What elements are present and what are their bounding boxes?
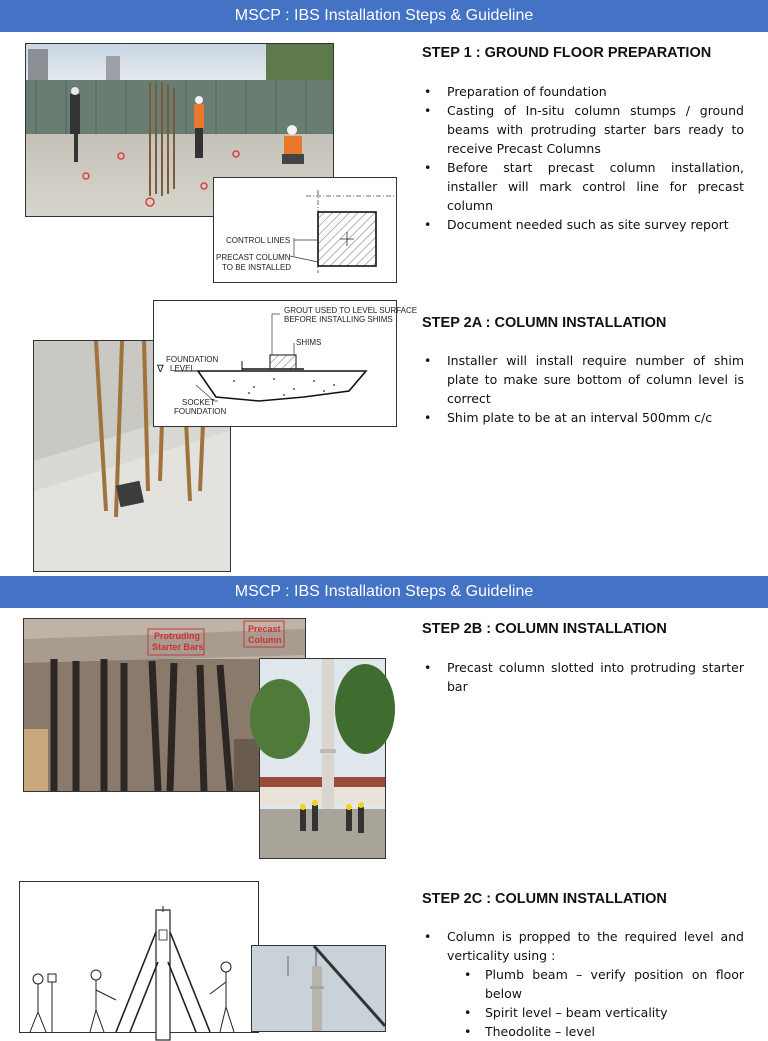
diagram-label-grout-2: BEFORE INSTALLING SHIMS [284,315,393,324]
list-item: • Preparation of foundation [422,82,744,101]
diagram-label-socket-foundation: FOUNDATION [174,407,227,416]
step-2a-bullets [422,351,744,427]
list-item: • Installer will install require number of shim plate to make sure bottom of column level is correct [422,351,744,408]
photo-label-precast: Precast [248,624,281,634]
list-item: • Document needed such as site survey report [422,215,744,234]
list-item: • Precast column slotted into protruding starter bar [422,658,744,696]
step-2b-bullets [422,658,744,696]
sub-list-item: • Spirit level – beam verticality [447,1003,744,1022]
step-2c-title: STEP 2C : COLUMN INSTALLATION [422,891,667,907]
slide-header: MSCP : IBS Installation Steps & Guideline [0,0,768,32]
photo-label-column: Column [248,635,282,645]
diagram-label-level: LEVEL [170,364,195,373]
diagram-label-precast-column: PRECAST COLUMN [216,253,291,262]
slide-header: MSCP : IBS Installation Steps & Guideline [0,576,768,608]
column-propping-photo [251,945,386,1032]
level-marker-icon: ∇ [157,364,164,375]
sub-list-item: • Theodolite – level [447,1022,744,1041]
diagram-label-control-lines: CONTROL LINES [226,236,291,245]
diagram-label-foundation: FOUNDATION [166,355,219,364]
list-item-text: Column is propped to the required level and verticality using : [447,929,744,963]
diagram-label-socket: SOCKET [182,398,215,407]
step-2c-sub-bullets [447,965,744,1041]
step-2b-title: STEP 2B : COLUMN INSTALLATION [422,621,667,637]
control-line-diagram [213,177,397,283]
step-2c-bullets [422,927,744,1041]
diagram-label-grout-1: GROUT USED TO LEVEL SURFACE [284,306,418,315]
list-item: • Shim plate to be at an interval 500mm c/c [422,408,744,427]
list-item [422,927,744,1041]
step-1-bullets [422,82,744,234]
photo-label-starter-bars: Starter Bars [152,642,204,652]
sub-list-item: • Plumb beam – verify position on floor below [447,965,744,1003]
diagram-label-shims: SHIMS [296,338,322,347]
step-1-title: STEP 1 : GROUND FLOOR PREPARATION [422,45,712,61]
slide-2 [0,576,768,1039]
column-propping-sketch [19,881,259,1033]
diagram-label-to-be-installed: TO BE INSTALLED [222,263,292,272]
photo-label-protruding: Protruding [154,631,200,641]
socket-foundation-diagram [153,300,418,427]
step-2a-title: STEP 2A : COLUMN INSTALLATION [422,315,667,331]
column-lifting-photo [259,658,386,859]
list-item: • Before start precast column installation, installer will mark control line for precast column [422,158,744,215]
list-item: • Casting of In-situ column stumps / ground beams with protruding starter bars ready to receive Precast Columns [422,101,744,158]
